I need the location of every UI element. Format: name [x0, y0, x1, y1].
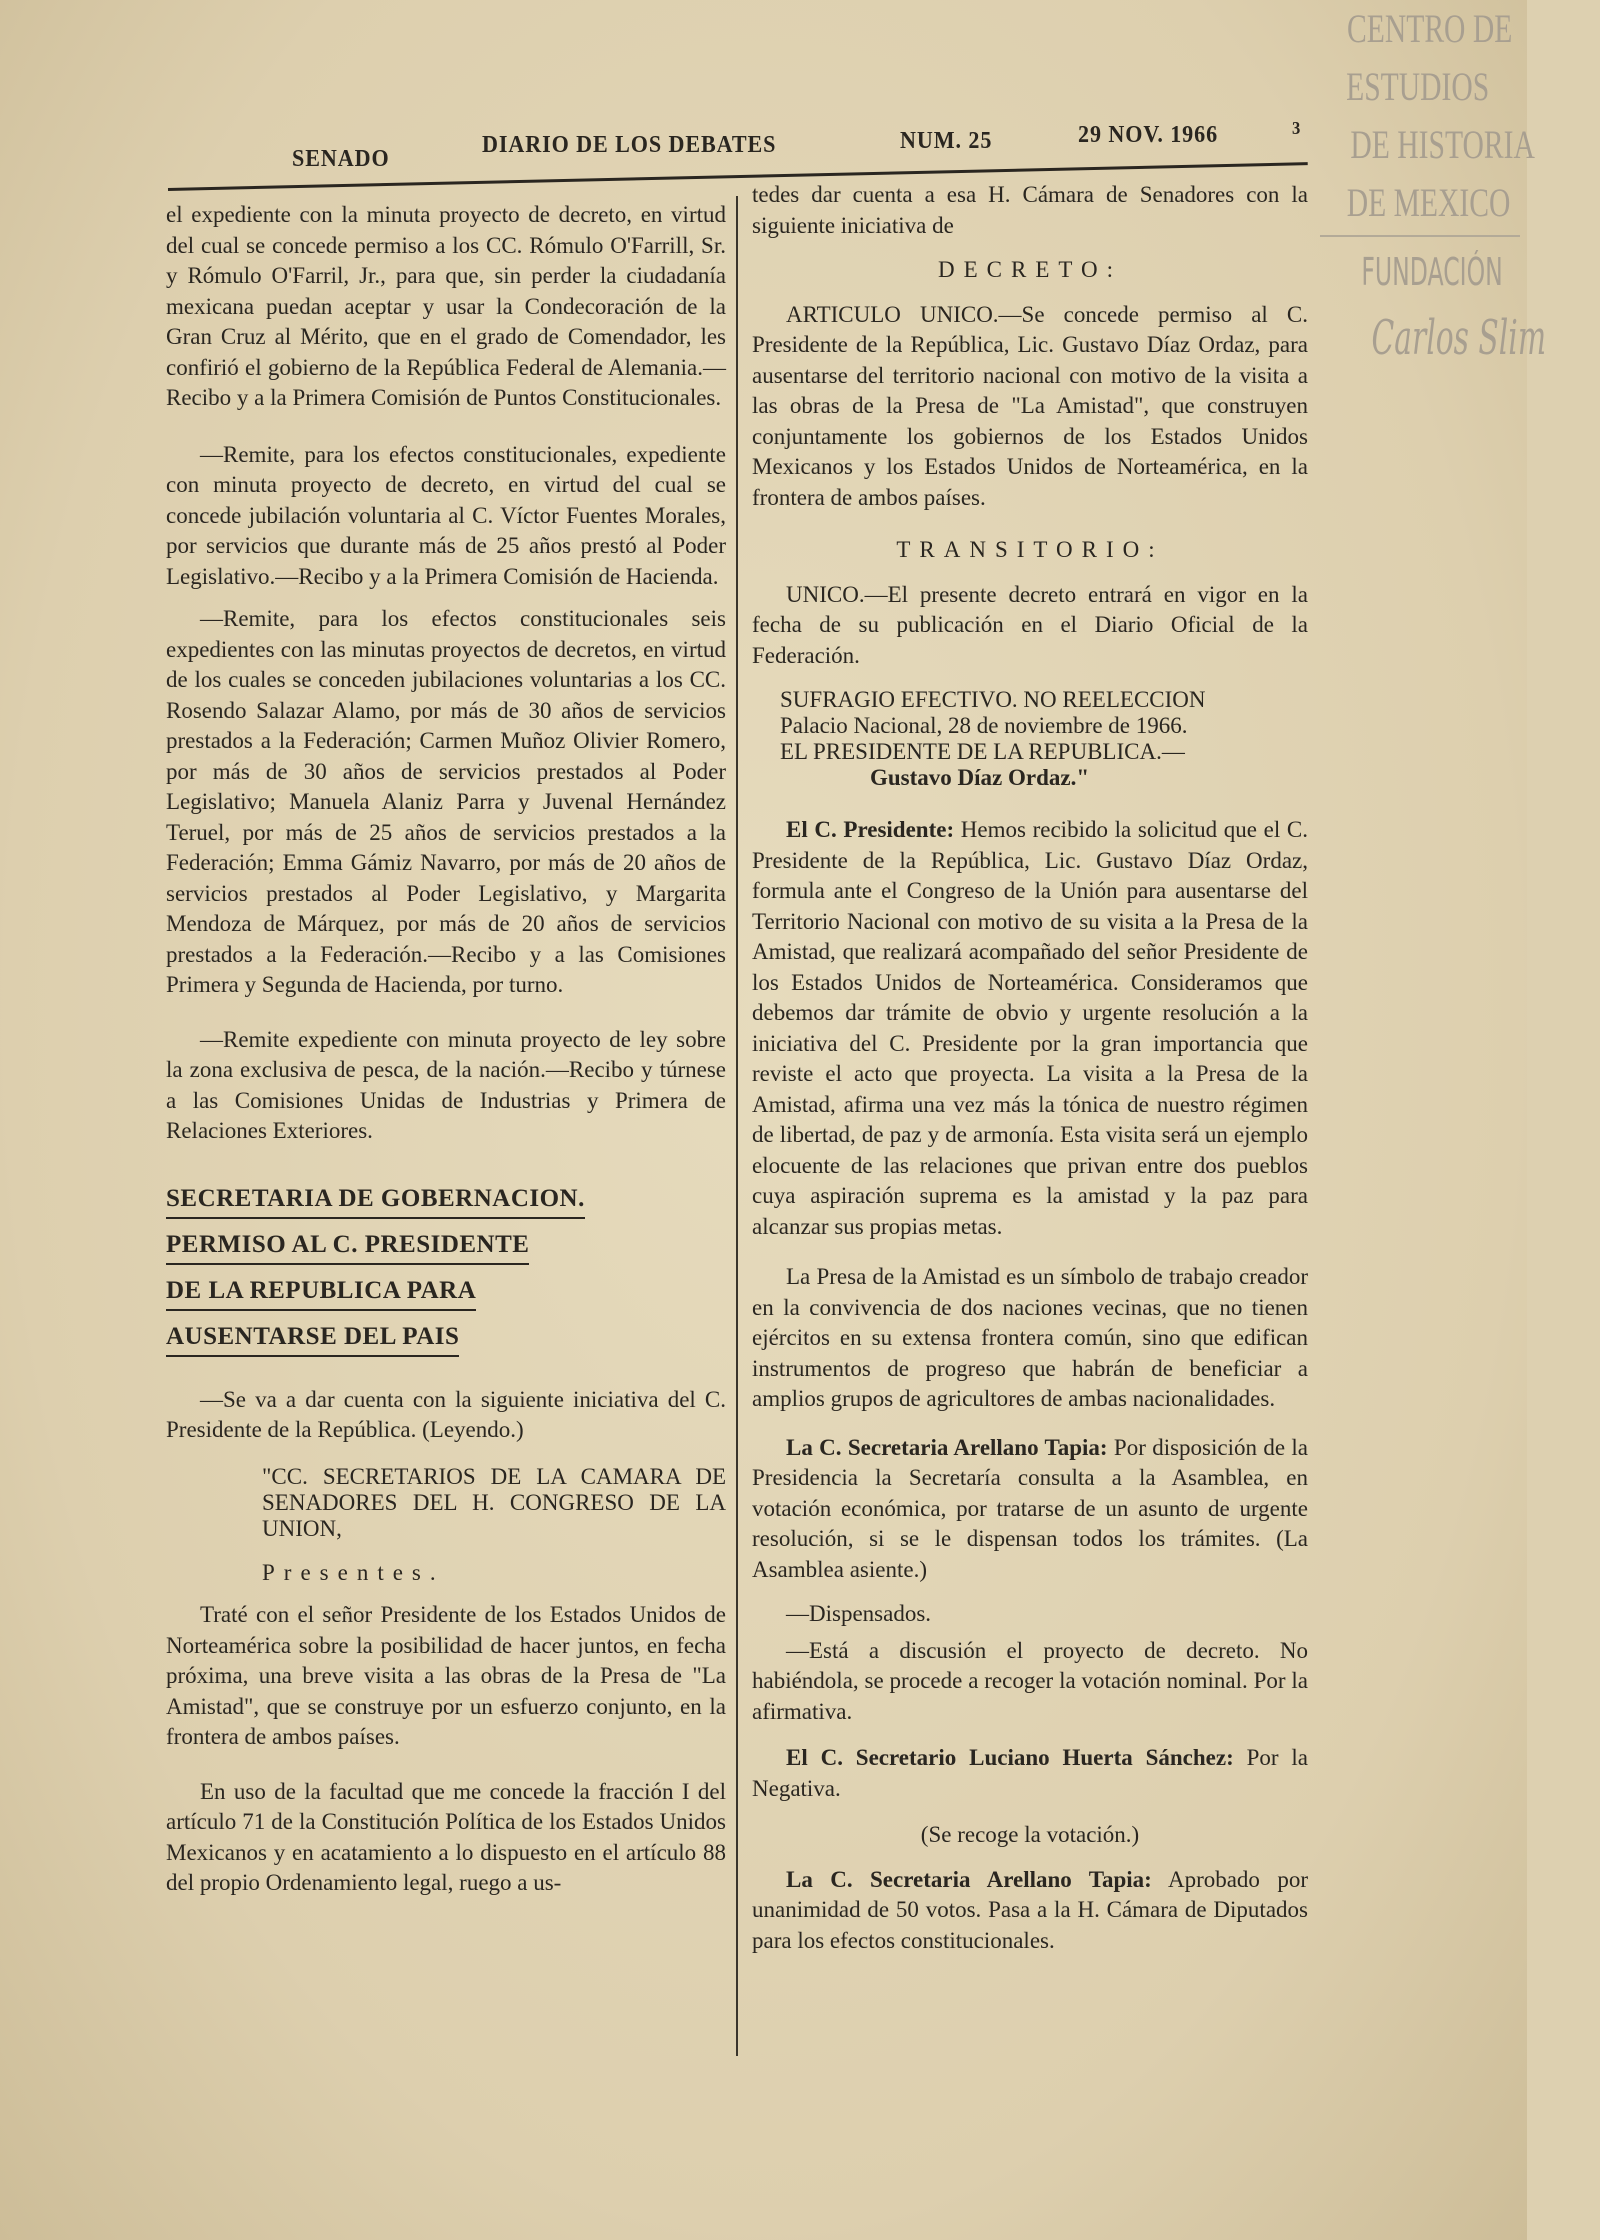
- speaker: La C. Secretaria Arellano Tapia:: [786, 1866, 1152, 1892]
- page-number: 3: [1292, 118, 1302, 138]
- right-column: [752, 180, 1308, 1956]
- watermark-text: DE HISTORIA: [1350, 122, 1535, 167]
- paragraph: UNICO.—El presente decreto entrará en vigor en la fecha de su publicación en el Diario Oficial de la Federación.: [752, 581, 1308, 668]
- paragraph: —Se va a dar cuenta con la siguiente iniciativa del C. Presidente de la República. (Leyendo.): [166, 1386, 726, 1442]
- speech-text: Por disposición de la Presidencia la Secretaría consulta a la Asamblea, en votación económica, por tratarse de un asunto de urgente resolución, si se le dispensan todos los trámites. (La Asamblea asiente.): [752, 1434, 1308, 1582]
- paragraph: el expediente con la minuta proyecto de decreto, en virtud del cual se concede permiso a los CC. Rómulo O'Farrill, Sr. y Rómulo O'Farril, Jr., para que, sin perder la ciudadanía mexicana puedan aceptar y usar la Condecoración de la Gran Cruz al Mérito, que en el grado de Comendador, les confirió el gobierno de la República Federal de Alemania.—Recibo y a la Primera Comisión de Puntos Constitucionales.: [166, 202, 726, 410]
- decree-heading: DECRETO:: [937, 257, 1123, 282]
- watermark-text: DE MEXICO: [1346, 180, 1511, 225]
- header-date: 29 NOV. 1966: [1078, 122, 1219, 148]
- speech: [752, 1865, 1308, 1957]
- watermark-foundation: [1318, 250, 1518, 294]
- paragraph: —Remite, para los efectos constitucionales, expediente con minuta proyecto de decreto, en virtud del cual se concede jubilación voluntaria al C. Víctor Fuentes Morales, por servicios que durante más de 25 años prestó al Poder Legislativo.—Recibo y a la Primera Comisión de Hacienda.: [166, 441, 726, 589]
- paragraph: ARTICULO UNICO.—Se concede permiso al C. Presidente de la República, Lic. Gustavo Díaz Ordaz, para ausentarse del territorio nacional con motivo de la visita a las obras de la Presa de "La Amistad", que construyen conjuntamente los gobiernos de los Estados Unidos Mexicanos y los Estados Unidos de Norteamérica, en la frontera de ambos países.: [752, 301, 1308, 510]
- header-section: SENADO: [292, 146, 390, 172]
- header-publication: DIARIO DE LOS DEBATES: [482, 132, 777, 158]
- paragraph: —Está a discusión el proyecto de decreto. No habiéndola, se procede a recoger la votación nominal. Por la afirmativa.: [752, 1637, 1308, 1724]
- watermark-text: CENTRO DE: [1347, 6, 1513, 51]
- speech: [752, 815, 1308, 1242]
- speaker: El C. Presidente:: [786, 817, 955, 842]
- paragraph: —Remite expediente con minuta proyecto de ley sobre la zona exclusiva de pesca, de la nación.—Recibo y túrnese a las Comisiones Unidas de Industrias y Primera de Relaciones Exteriores.: [166, 1026, 726, 1143]
- paragraph: (Se recoge la votación.): [920, 1822, 1140, 1847]
- left-column: [166, 200, 726, 1899]
- paragraph: —Dispensados.: [786, 1601, 932, 1626]
- watermark-foundation-text: FUNDACIÓN: [1361, 250, 1503, 294]
- watermark-line: [1318, 116, 1535, 174]
- transitory-heading: TRANSITORIO:: [896, 537, 1164, 562]
- section-heading: DE LA REPUBLICA PARA: [166, 1275, 476, 1311]
- paragraph: Traté con el señor Presidente de los Estados Unidos de Norteamérica sobre la posibilidad de hacer juntos, en fecha próxima, una breve visita a las obras de la Presa de "La Amistad", que se construye por un esfuerzo conjunto, en la frontera de ambos países.: [166, 1602, 726, 1749]
- watermark-divider: [1320, 235, 1520, 237]
- paragraph: —Remite, para los efectos constitucionales seis expedientes con las minutas proyectos de decretos, en virtud de los cuales se conceden jubilaciones voluntarias a los CC. Rosendo Salazar Alamo, por más de 30 años de servicios prestados a la Federación; Carmen Muñoz Olivier Romero, por más de 30 años de servicios prestados al Poder Legislativo; Manuela Alaniz Parra y Juvenal Hernández Teruel, por más de 25 años de servicios prestados a la Federación; Emma Gámiz Navarro, por más de 20 años de servicios prestados al Poder Legislativo, y Margarita Mendoza de Márquez, por más de 20 años de servicios prestados a la Federación.—Recibo y a las Comisiones Primera y Segunda de Hacienda, por turno.: [166, 606, 726, 997]
- closing-block: [752, 687, 1308, 791]
- watermark-signature-text: Carlos Slim: [1371, 310, 1547, 366]
- section-heading: AUSENTARSE DEL PAIS: [166, 1321, 459, 1357]
- watermark-text: ESTUDIOS: [1346, 64, 1490, 109]
- watermark-line: [1318, 58, 1518, 116]
- column-divider: [736, 196, 738, 2056]
- watermark-line: [1318, 0, 1518, 58]
- address-block: "CC. SECRETARIOS DE LA CAMARA DE SENADORES DEL H. CONGRESO DE LA UNION,: [262, 1463, 726, 1541]
- speech: [752, 1743, 1308, 1804]
- signatory-title: EL PRESIDENTE DE LA REPUBLICA.—: [780, 739, 1185, 764]
- speech-text: Por la Negativa.: [752, 1745, 1308, 1801]
- section-heading: PERMISO AL C. PRESIDENTE: [166, 1229, 529, 1265]
- salutation: Presentes.: [262, 1559, 445, 1585]
- watermark-signature: [1318, 310, 1547, 366]
- speaker: El C. Secretario Luciano Huerta Sánchez:: [786, 1745, 1234, 1770]
- motto: SUFRAGIO EFECTIVO. NO REELECCION: [780, 687, 1206, 712]
- watermark-line: [1318, 174, 1518, 232]
- paragraph: tedes dar cuenta a esa H. Cámara de Senadores con la siguiente iniciativa de: [752, 182, 1308, 238]
- speech-text: Hemos recibido la solicitud que el C. Presidente de la República, Lic. Gustavo Díaz Ordaz, formula ante el Congreso de la Unión para ausentarse del Territorio Nacional con motivo de su visita a la Presa de la Amistad, que realizará acompañado del señor Presidente de los Estados Unidos de Norteamérica. Consideramos que debemos dar trámite de obvio y urgente resolución a la iniciativa del C. Presidente por la gran importancia que reviste el acto que proyecta. La visita a la Presa de la Amistad, afirma una vez más la tónica de nuestro régimen de libertad, de paz y de armonía. Esta visita será un ejemplo elocuente de las relaciones que privan entre dos pueblos cuya aspiración suprema es la amistad y la paz para alcanzar sus propias metas.: [752, 817, 1308, 1239]
- header-number: NUM. 25: [900, 128, 993, 154]
- paragraph: La Presa de la Amistad es un símbolo de trabajo creador en la convivencia de dos naciones vecinas, que no tienen ejércitos en su extensa frontera común, sino que edifican instrumentos de progreso que habrán de beneficiar a amplios grupos de agricultores de ambas nacionalidades.: [752, 1264, 1308, 1411]
- speaker: La C. Secretaria Arellano Tapia:: [786, 1434, 1108, 1460]
- section-heading: SECRETARIA DE GOBERNACION.: [166, 1183, 585, 1219]
- speech-text: Aprobado por unanimidad de 50 votos. Pasa a la H. Cámara de Diputados para los efectos constitucionales.: [752, 1866, 1308, 1953]
- place-date: Palacio Nacional, 28 de noviembre de 1966.: [780, 713, 1188, 738]
- speech: [752, 1433, 1308, 1586]
- paragraph: En uso de la facultad que me concede la fracción I del artículo 71 de la Constitución Política de los Estados Unidos Mexicanos y en acatamiento a lo dispuesto en el artículo 88 del propio Ordenamiento legal, ruego a us-: [166, 1778, 726, 1895]
- signatory-name: Gustavo Díaz Ordaz.": [870, 765, 1090, 790]
